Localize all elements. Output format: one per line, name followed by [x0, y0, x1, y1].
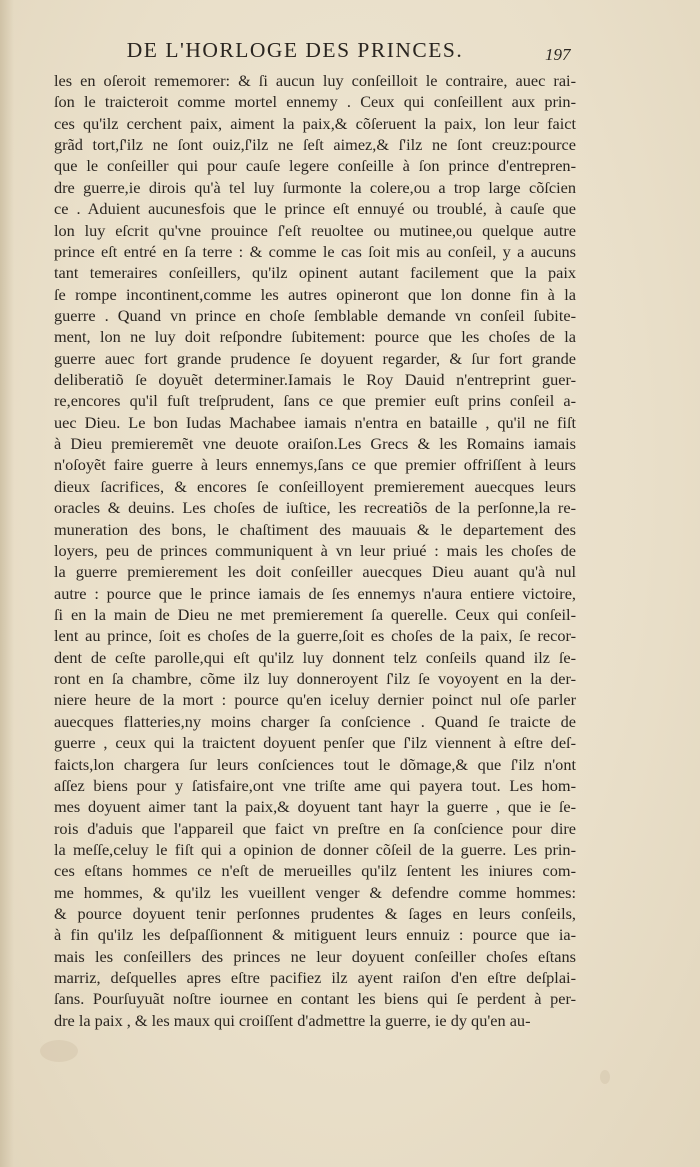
text-line: lent au prince, ſoit es choſes de la guerre,ſoit es choſes de la paix, ſe recor- — [54, 626, 576, 646]
text-line: uec Dieu. Le bon Iudas Machabee iamais n'entra en bataille , qu'il ne fiſt — [54, 412, 576, 432]
text-line: dre la paix , & les maux qui croiſſent d'admettre la guerre, ie dy qu'en au- — [54, 1010, 531, 1030]
text-line: lon luy eſcrit qu'vne prouince ſ'eſt reuoltee ou mutinee,ou quelque autre — [54, 220, 576, 240]
text-line: ment, lon ne luy doit reſpondre ſubitement: pource que les choſes de la — [54, 327, 576, 347]
text-line: & pource doyuent tenir perſonnes prudentes & ſages en leurs conſeils, — [54, 904, 576, 924]
text-line: dieux ſacrifices, & encores ſe conſeilloyent premierement auecques leurs — [54, 476, 576, 496]
text-line: aſſez biens pour y ſatisfaire,ont vne triſte ame qui payera tout. Les hom- — [54, 775, 576, 795]
body-text — [54, 70, 576, 1031]
text-line: me hommes, & qu'ilz les vueillent venger & defendre comme hommes: — [54, 882, 576, 902]
text-line: prince eſt entré en ſa terre : & comme le cas ſoit mis au conſeil, y a aucuns — [54, 241, 576, 261]
text-line: niere heure de la mort : pource qu'en iceluy dernier poinct nul oſe parler — [54, 690, 576, 710]
text-line: les en oſeroit rememorer: & ſi aucun luy conſeilloit le contraire, auec rai- — [54, 71, 576, 90]
text-line: dent de ceſte parolle,qui eſt qu'ilz luy donnent telz conſeils quand ilz ſe- — [54, 647, 576, 667]
foxing-stain — [600, 1070, 610, 1084]
text-line: muneration des bons, le chaſtiment des mauuais & le departement des — [54, 519, 576, 539]
text-line: ces qu'ilz cerchent paix, aiment la paix,& cõſeruent la paix, lon leur faict — [54, 113, 576, 133]
page-gutter-shadow — [0, 0, 14, 1167]
text-line: guerre . Quand vn prince en choſe ſemblable demande vn conſeil ſubite- — [54, 305, 576, 325]
text-line: ces eſtans hommes ce n'eſt de merueilles qu'ilz ſentent les iniures com- — [54, 861, 576, 881]
text-line: ſon le traicteroit comme mortel ennemy . Ceux qui conſeillent aux prin- — [54, 92, 576, 112]
text-line: ſi en la main de Dieu ne met premierement ſa querelle. Ceux qui conſeil- — [54, 604, 576, 624]
text-line: la guerre premierement les doit conſeiller auecques Dieu auant qu'à nul — [54, 562, 576, 582]
text-line: faicts,lon chargera ſur leurs conſciences tout le dõmage,& que ſ'ilz n'ont — [54, 754, 576, 774]
text-line: ce . Aduient aucunesfois que le prince eſt ennuyé ou troublé, à cauſe que — [54, 199, 576, 219]
text-line: mais les conſeillers des princes ne leur doyuent conſeiller choſes eſtans — [54, 946, 576, 966]
text-line: tant temeraires conſeillers, qu'ilz opinent autant facilement que la paix — [54, 263, 576, 283]
text-line: deliberatiõ ſe doyuẽt determiner.Iamais le Roy Dauid n'entreprint guer- — [54, 370, 576, 390]
text-line: guerre auec fort grande prudence ſe doyuent regarder, & ſur fort grande — [54, 348, 576, 368]
text-line: autre : pource que le prince iamais de ſes ennemys n'aura entiere victoire, — [54, 583, 576, 603]
text-line: rois d'aduis que l'appareil que faict vn preſtre en ſa conſcience pour dire — [54, 818, 576, 838]
text-line: à fin qu'ilz les deſpaſſionnent & mitiguent leurs ennuiz : pource que ia- — [54, 925, 576, 945]
running-head: DE L'HORLOGE DES PRINCES. — [126, 38, 464, 62]
text-line: oracles & deuins. Les choſes de iuſtice, les recreatiõs de la perſonne,la re- — [54, 498, 576, 518]
text-line: à Dieu premieremẽt vne deuote oraiſon.Les Grecs & les Romains iamais — [54, 434, 576, 454]
text-line: loyers, peu de princes communiquent à vn leur priué : mais les choſes de — [54, 540, 576, 560]
text-line: auecques flatteries,ny moins charger ſa conſcience . Quand ſe traicte de — [54, 711, 576, 731]
text-line: re,encores qu'il fuſt treſprudent, ſans ce que premier euſt prins conſeil a- — [54, 391, 576, 411]
text-line: la meſſe,celuy le fiſt qui a opinion de donner cõſeil de la guerre. Les prin- — [54, 839, 576, 859]
text-line: grãd tort,ſ'ilz ne ſont ouiz,ſ'ilz ne ſeſt aimez,& ſ'ilz ne ſont creuz:pource — [54, 135, 576, 155]
foxing-stain — [40, 1040, 78, 1062]
text-line: n'oſoyẽt faire guerre à leurs ennemys,ſans ce que premier offriſſent à leurs — [54, 455, 576, 475]
text-line: dre guerre,ie dirois qu'à tel luy ſurmonte la colere,ou a trop large cõſcien — [54, 177, 576, 197]
text-line: ſans. Pourſuyuãt noſtre iournee en contant les biens qui ſe perdent à per- — [54, 989, 576, 1009]
text-line: mes doyuent aimer tant la paix,& doyuent tant hayr la guerre , que ie ſe- — [54, 797, 576, 817]
page-number: 197 — [545, 45, 571, 64]
text-line: guerre , ceux qui la traictent doyuent penſer que ſ'ilz viennent à eſtre deſ- — [54, 733, 576, 753]
text-line: marriz, deſquelles apres eſtre pacifiez ilz ayent raiſon d'en eſtre deſplai- — [54, 968, 576, 988]
text-line: que le conſeiller qui pour cauſe legere conſeille à ſon prince d'entrepren- — [54, 156, 576, 176]
text-line: ront en ſa chambre, cõme ilz luy donneroyent ſ'ilz ſe voyoyent en la der- — [54, 669, 576, 689]
text-line: ſe rompe incontinent,comme les autres opineront que lon donne fin à la — [54, 284, 576, 304]
